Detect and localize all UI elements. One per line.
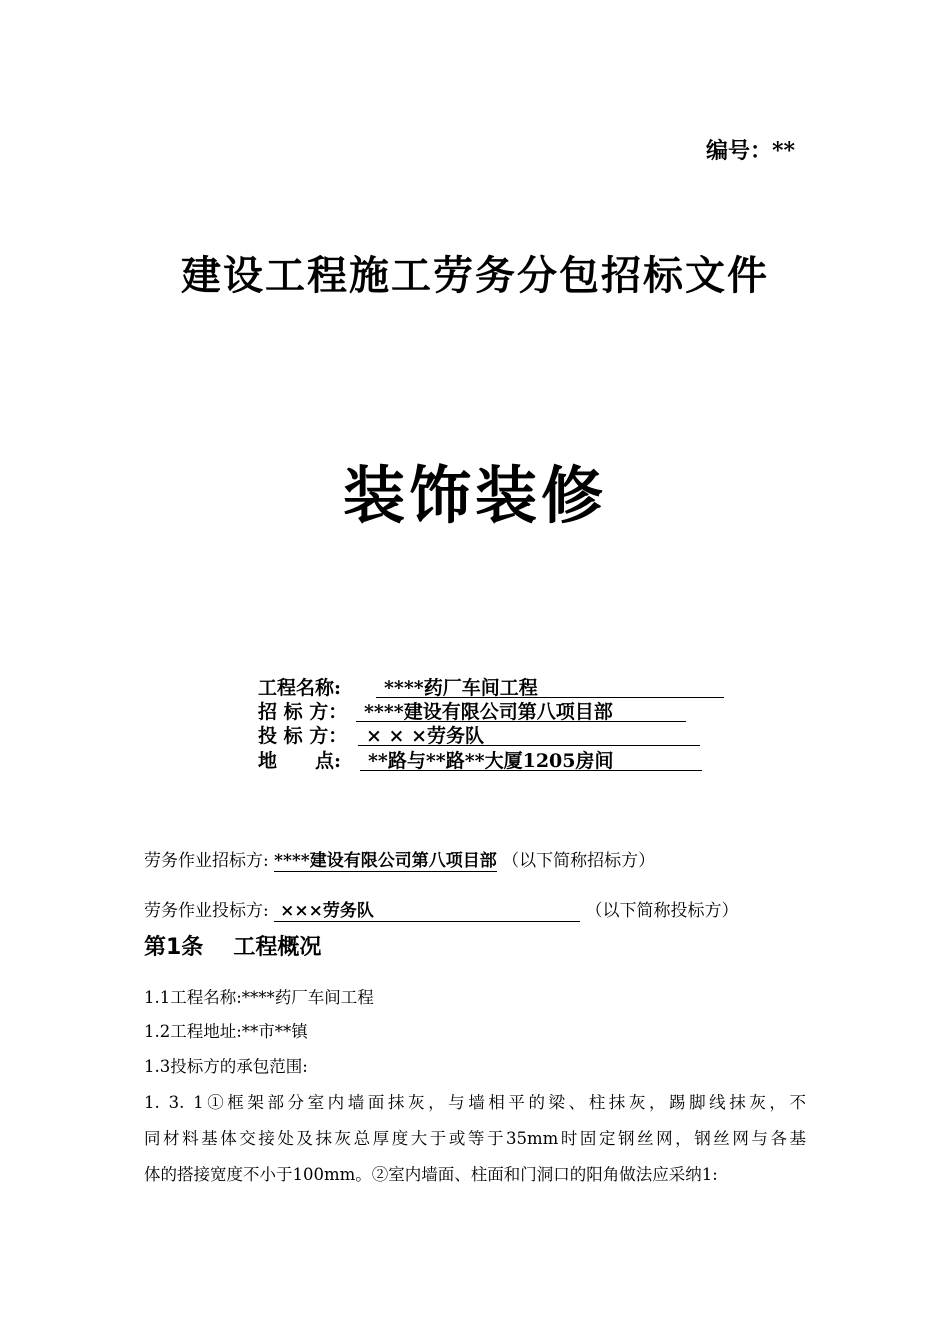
article-title: 工程概况 <box>233 935 322 960</box>
article-heading <box>144 930 321 961</box>
info-label: 工程名称: <box>258 677 342 699</box>
clause-1-3-1-line-1: 1. 3. 1①框架部分室内墙面抹灰，与墙相平的梁、柱抹灰，踢脚线抹灰，不 <box>144 1093 806 1112</box>
info-value: ****药厂车间工程 <box>376 673 724 698</box>
party-suffix: （以下简称招标方） <box>502 851 656 871</box>
clause-1-2: 1.2工程地址:**市**镇 <box>144 1022 308 1041</box>
document-subtitle: 装饰装修 <box>342 459 607 532</box>
document-title: 建设工程施工劳务分包招标文件 <box>181 252 769 299</box>
clause-1-3-1-line-2: 同材料基体交接处及抹灰总厚度大于或等于35mm时固定钢丝网，钢丝网与各基 <box>144 1129 806 1148</box>
document-number: 编号：** <box>706 138 796 164</box>
info-value: ****建设有限公司第八项目部 <box>356 697 686 722</box>
clause-1-1: 1.1工程名称:****药厂车间工程 <box>144 988 374 1007</box>
party-prefix: 劳务作业招标方: <box>144 851 269 871</box>
info-value: **路与**路**大厦1205房间 <box>360 746 702 771</box>
article-number: 第1条 <box>144 935 204 960</box>
party-name: ×××劳务队 <box>274 896 580 922</box>
info-label: 地 点: <box>258 750 342 772</box>
info-label: 招 标 方： <box>258 701 348 723</box>
party-name: ****建设有限公司第八项目部 <box>274 846 497 872</box>
party-prefix: 劳务作业投标方: <box>144 901 269 921</box>
tenderer-party-line <box>144 846 655 872</box>
bidder-party-line <box>144 896 739 922</box>
clause-1-3: 1.3投标方的承包范围: <box>144 1057 308 1076</box>
info-label: 投 标 方： <box>258 725 348 747</box>
party-suffix: （以下简称投标方） <box>585 901 739 921</box>
info-value: × × ×劳务队 <box>358 721 700 746</box>
clause-1-3-1-line-3: 体的搭接宽度不小于100mm。②室内墙面、柱面和门洞口的阳角做法应采纳1: <box>144 1165 718 1184</box>
